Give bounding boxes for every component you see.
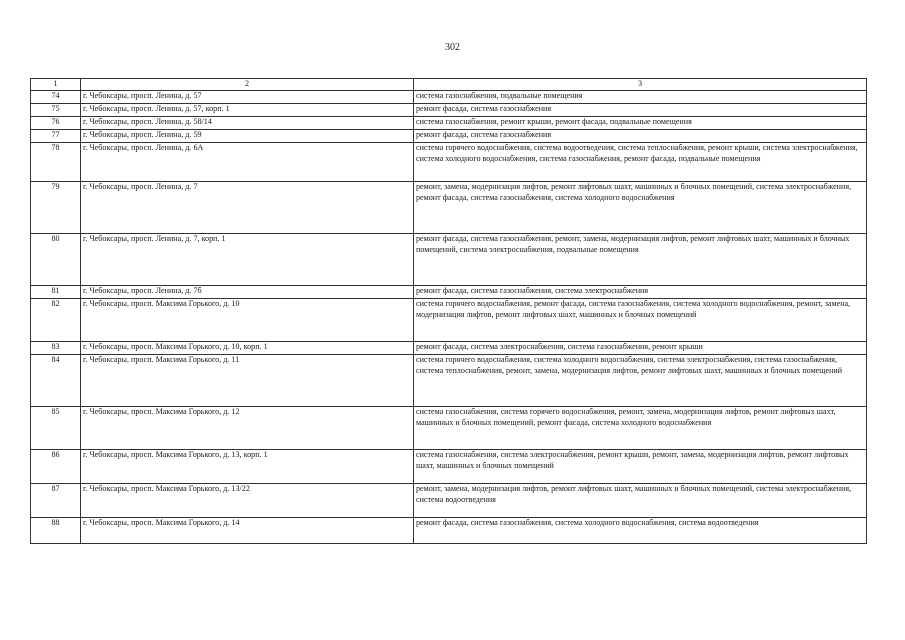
row-address: г. Чебоксары, просп. Ленина, д. 59 xyxy=(81,129,414,142)
row-address: г. Чебоксары, просп. Максима Горького, д. 13, корп. 1 xyxy=(81,449,414,483)
row-number: 75 xyxy=(31,103,81,116)
table-row xyxy=(31,354,867,406)
row-works: система газоснабжения, подвальные помещения xyxy=(414,90,867,103)
header-cell-address: 2 xyxy=(81,79,414,91)
row-number: 77 xyxy=(31,129,81,142)
table-row xyxy=(31,517,867,543)
table-row xyxy=(31,285,867,298)
row-address: г. Чебоксары, просп. Максима Горького, д. 11 xyxy=(81,354,414,406)
row-number: 82 xyxy=(31,298,81,341)
row-works: ремонт, замена, модернизация лифтов, ремонт лифтовых шахт, машинных и блочных помещений, система электроснабжения, система водоотведения xyxy=(414,483,867,517)
row-number: 84 xyxy=(31,354,81,406)
row-number: 83 xyxy=(31,341,81,354)
row-address: г. Чебоксары, просп. Максима Горького, д. 13/22 xyxy=(81,483,414,517)
row-works: система горячего водоснабжения, система водоотведения, система теплоснабжения, ремонт крыши, система электроснабжения, система холодного водоснабжения, система газоснабжения, ремонт фасада, подвальные помещения xyxy=(414,142,867,181)
row-number: 81 xyxy=(31,285,81,298)
table-row xyxy=(31,483,867,517)
row-number: 78 xyxy=(31,142,81,181)
row-number: 76 xyxy=(31,116,81,129)
header-cell-works: 3 xyxy=(414,79,867,91)
row-address: г. Чебоксары, просп. Ленина, д. 7б xyxy=(81,285,414,298)
row-number: 88 xyxy=(31,517,81,543)
row-address: г. Чебоксары, просп. Максима Горького, д. 14 xyxy=(81,517,414,543)
row-address: г. Чебоксары, просп. Максима Горького, д. 10, корп. 1 xyxy=(81,341,414,354)
row-address: г. Чебоксары, просп. Максима Горького, д. 12 xyxy=(81,406,414,449)
row-address: г. Чебоксары, просп. Ленина, д. 6А xyxy=(81,142,414,181)
row-address: г. Чебоксары, просп. Ленина, д. 7, корп. 1 xyxy=(81,233,414,285)
row-works: ремонт фасада, система электроснабжения, система газоснабжения, ремонт крыши xyxy=(414,341,867,354)
row-number: 86 xyxy=(31,449,81,483)
row-number: 80 xyxy=(31,233,81,285)
table-row xyxy=(31,116,867,129)
works-table xyxy=(30,78,867,544)
table-body xyxy=(31,79,867,544)
row-works: ремонт фасада, система газоснабжения, система электроснабжения xyxy=(414,285,867,298)
row-works: система газоснабжения, ремонт крыши, ремонт фасада, подвальные помещения xyxy=(414,116,867,129)
row-works: ремонт фасада, система газоснабжения xyxy=(414,103,867,116)
page-number: 302 xyxy=(445,42,460,53)
row-number: 74 xyxy=(31,90,81,103)
table-row xyxy=(31,103,867,116)
row-address: г. Чебоксары, просп. Ленина, д. 57, корп. 1 xyxy=(81,103,414,116)
row-address: г. Чебоксары, просп. Максима Горького, д. 10 xyxy=(81,298,414,341)
row-works: система газоснабжения, система горячего водоснабжения, ремонт, замена, модернизация лифтов, ремонт лифтовых шахт, машинных и блочных помещений, ремонт фасада, система холодного водоснабжения xyxy=(414,406,867,449)
row-number: 79 xyxy=(31,181,81,233)
row-number: 85 xyxy=(31,406,81,449)
table-row xyxy=(31,233,867,285)
row-works: система газоснабжения, система электроснабжения, ремонт крыши, ремонт, замена, модернизация лифтов, ремонт лифтовых шахт, машинных и блочных помещений xyxy=(414,449,867,483)
table-row xyxy=(31,142,867,181)
row-address: г. Чебоксары, просп. Ленина, д. 58/14 xyxy=(81,116,414,129)
row-works: ремонт фасада, система газоснабжения xyxy=(414,129,867,142)
table-row xyxy=(31,406,867,449)
row-works: система горячего водоснабжения, ремонт фасада, система газоснабжения, система холодного водоснабжения, ремонт, замена, модернизация лифтов, ремонт лифтовых шахт, машинных и блочных помещений xyxy=(414,298,867,341)
row-works: система горячего водоснабжения, система холодного водоснабжения, система электроснабжения, система газоснабжения, система теплоснабжения, ремонт, замена, модернизация лифтов, ремонт лифтовых шахт, машинных и блочных помещений xyxy=(414,354,867,406)
table-header-row xyxy=(31,79,867,91)
table-row xyxy=(31,341,867,354)
table-row xyxy=(31,129,867,142)
header-cell-number: 1 xyxy=(31,79,81,91)
row-works: ремонт фасада, система газоснабжения, ремонт, замена, модернизация лифтов, ремонт лифтовых шахт, машинных и блочных помещений, система электроснабжения, подвальные помещения xyxy=(414,233,867,285)
row-address: г. Чебоксары, просп. Ленина, д. 57 xyxy=(81,90,414,103)
table-row xyxy=(31,298,867,341)
table-row xyxy=(31,181,867,233)
row-works: ремонт фасада, система газоснабжения, система холодного водоснабжения, система водоотведения xyxy=(414,517,867,543)
table-row xyxy=(31,90,867,103)
row-works: ремонт, замена, модернизация лифтов, ремонт лифтовых шахт, машинных и блочных помещений, система электроснабжения, ремонт фасада, система газоснабжения, система холодного водоснабжения xyxy=(414,181,867,233)
row-number: 87 xyxy=(31,483,81,517)
row-address: г. Чебоксары, просп. Ленина, д. 7 xyxy=(81,181,414,233)
table-row xyxy=(31,449,867,483)
